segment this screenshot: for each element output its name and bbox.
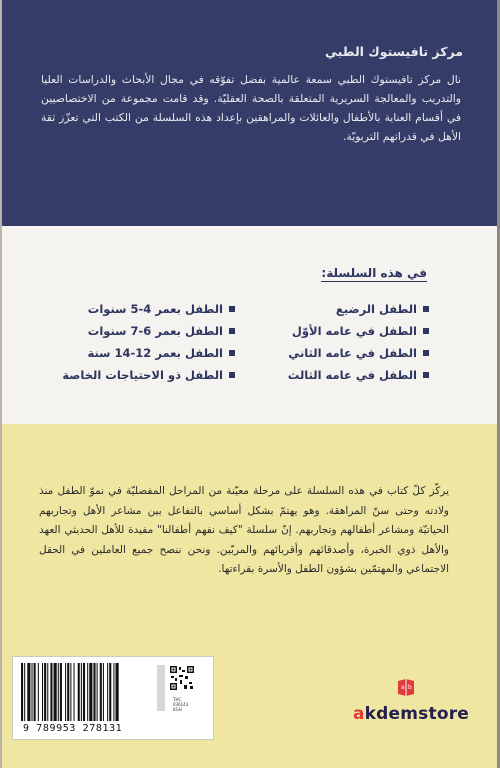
bullet-square-icon bbox=[423, 350, 429, 356]
series-heading: في هذه السلسلة: bbox=[321, 266, 427, 280]
publisher-name-rest: kdemstore bbox=[364, 704, 470, 724]
bullet-square-icon bbox=[423, 328, 429, 334]
series-list-right bbox=[288, 298, 429, 386]
series-list-section bbox=[2, 226, 497, 424]
barcode-code-line: THC bbox=[173, 697, 182, 702]
series-item-label: الطفل ذو الاحتياجات الخاصة bbox=[62, 368, 223, 382]
svg-text:a: a bbox=[401, 684, 405, 691]
barcode-bar bbox=[113, 663, 114, 721]
barcode-bar bbox=[100, 663, 102, 721]
barcode-bar bbox=[42, 663, 43, 721]
barcode-bar bbox=[70, 663, 71, 721]
about-center-section bbox=[2, 0, 497, 226]
series-item bbox=[288, 320, 429, 342]
barcode-side-strip bbox=[157, 665, 165, 711]
series-item bbox=[288, 364, 429, 386]
series-item-label: الطفل في عامه الثالث bbox=[287, 368, 417, 382]
barcode-code-line: 036143 bbox=[173, 702, 189, 707]
barcode-bar bbox=[107, 663, 108, 721]
book-icon bbox=[395, 676, 417, 698]
series-item-label: الطفل في عامه الأوّل bbox=[291, 324, 417, 338]
barcode-bar bbox=[109, 663, 111, 721]
series-item-label: الطفل الرضيع bbox=[335, 302, 417, 316]
bullet-square-icon bbox=[229, 306, 235, 312]
barcode-bar bbox=[93, 663, 95, 721]
barcode-bar bbox=[58, 663, 59, 721]
barcode-bar bbox=[47, 663, 48, 721]
barcode-bar bbox=[38, 663, 39, 721]
barcode-bar bbox=[74, 663, 75, 721]
bullet-square-icon bbox=[229, 350, 235, 356]
barcode-icon bbox=[21, 663, 155, 721]
series-item bbox=[62, 342, 235, 364]
center-title: مركز تافيستوك الطبي bbox=[325, 44, 463, 59]
barcode-bar bbox=[78, 663, 80, 721]
qr-code-icon bbox=[169, 665, 195, 691]
publisher-name bbox=[341, 704, 481, 724]
center-description bbox=[41, 70, 461, 146]
bullet-square-icon bbox=[423, 372, 429, 378]
publisher-name-prefix: a bbox=[352, 704, 365, 724]
barcode-bar bbox=[34, 663, 36, 721]
bullet-square-icon bbox=[229, 372, 235, 378]
barcode-bar bbox=[83, 663, 85, 721]
series-item bbox=[62, 364, 235, 386]
series-item-label: الطفل بعمر 4-5 سنوات bbox=[87, 302, 223, 316]
barcode-bar bbox=[89, 663, 92, 721]
barcode-bar bbox=[60, 663, 62, 721]
barcode-codes bbox=[173, 697, 188, 712]
barcode-bar bbox=[27, 663, 30, 721]
barcode-bar bbox=[87, 663, 88, 721]
barcode-bar bbox=[103, 663, 104, 721]
series-list-left bbox=[62, 298, 235, 386]
barcode-bar bbox=[32, 663, 33, 721]
isbn-number: 9 789953 278131 bbox=[23, 723, 123, 734]
barcode-bar bbox=[50, 663, 52, 721]
center-paragraph-1: نال مركز تافيستوك الطبي سمعة عالمية بفضل تفوّقه في مجال الأبحاث والدراسات العليا والتدريب والمعالجة السريرية المتعلقة بالصحة العقليّة. bbox=[41, 73, 461, 105]
barcode-bar bbox=[65, 663, 66, 721]
center-paragraph-2: وقد قامت مجموعة من الاختصاصيين في أقسام العناية بالأطفال والعائلات والمراهقين بإعداد هذه السلسلة من الكتب التي تعزّز ثقة الأهل في قدراتهم التربويّة. bbox=[41, 92, 461, 143]
barcode-bar bbox=[116, 663, 119, 721]
barcode-bar bbox=[54, 663, 57, 721]
series-item bbox=[62, 320, 235, 342]
isbn-barcode bbox=[12, 656, 214, 740]
barcode-bar bbox=[97, 663, 98, 721]
barcode-code-line: KGH bbox=[173, 707, 182, 712]
series-item bbox=[288, 298, 429, 320]
bullet-square-icon bbox=[229, 328, 235, 334]
barcode-bar bbox=[81, 663, 82, 721]
series-item-label: الطفل في عامه الثاني bbox=[288, 346, 417, 360]
svg-text:b: b bbox=[408, 684, 412, 691]
barcode-bar bbox=[24, 663, 25, 721]
barcode-bar bbox=[67, 663, 69, 721]
series-description: يركّز كلّ كتاب في هذه السلسلة على مرحلة معيّنة من المراحل المفصليّة في نموّ الطفل منذ ولادته وحتى سنّ المراهقة. وهو يهتمّ بشكل أساسي بالتفاعل بين مشاعر الأهل وتجاربهم الحياتيّة ومشاعر أطفالهم وتجاربهم. إنّ سلسلة "كيف نفهم أطفالنا" مفيدة للأهل الحديثي العهد والأهل ذوي الخبرة، وأصدقائهم وأقربائهم والمربّين. ونحن ننصح جميع العاملين في الحقل الاجتماعي والمهتمّين بشؤون الطفل والأسرة بقراءتها. bbox=[39, 485, 449, 575]
series-item bbox=[288, 342, 429, 364]
publisher-logo bbox=[341, 672, 481, 732]
series-item bbox=[62, 298, 235, 320]
series-description-section bbox=[2, 424, 497, 768]
series-item-label: الطفل بعمر 12-14 سنة bbox=[87, 346, 223, 360]
bullet-square-icon bbox=[423, 306, 429, 312]
barcode-bar bbox=[21, 663, 23, 721]
barcode-bar bbox=[44, 663, 46, 721]
series-item-label: الطفل بعمر 6-7 سنوات bbox=[87, 324, 223, 338]
